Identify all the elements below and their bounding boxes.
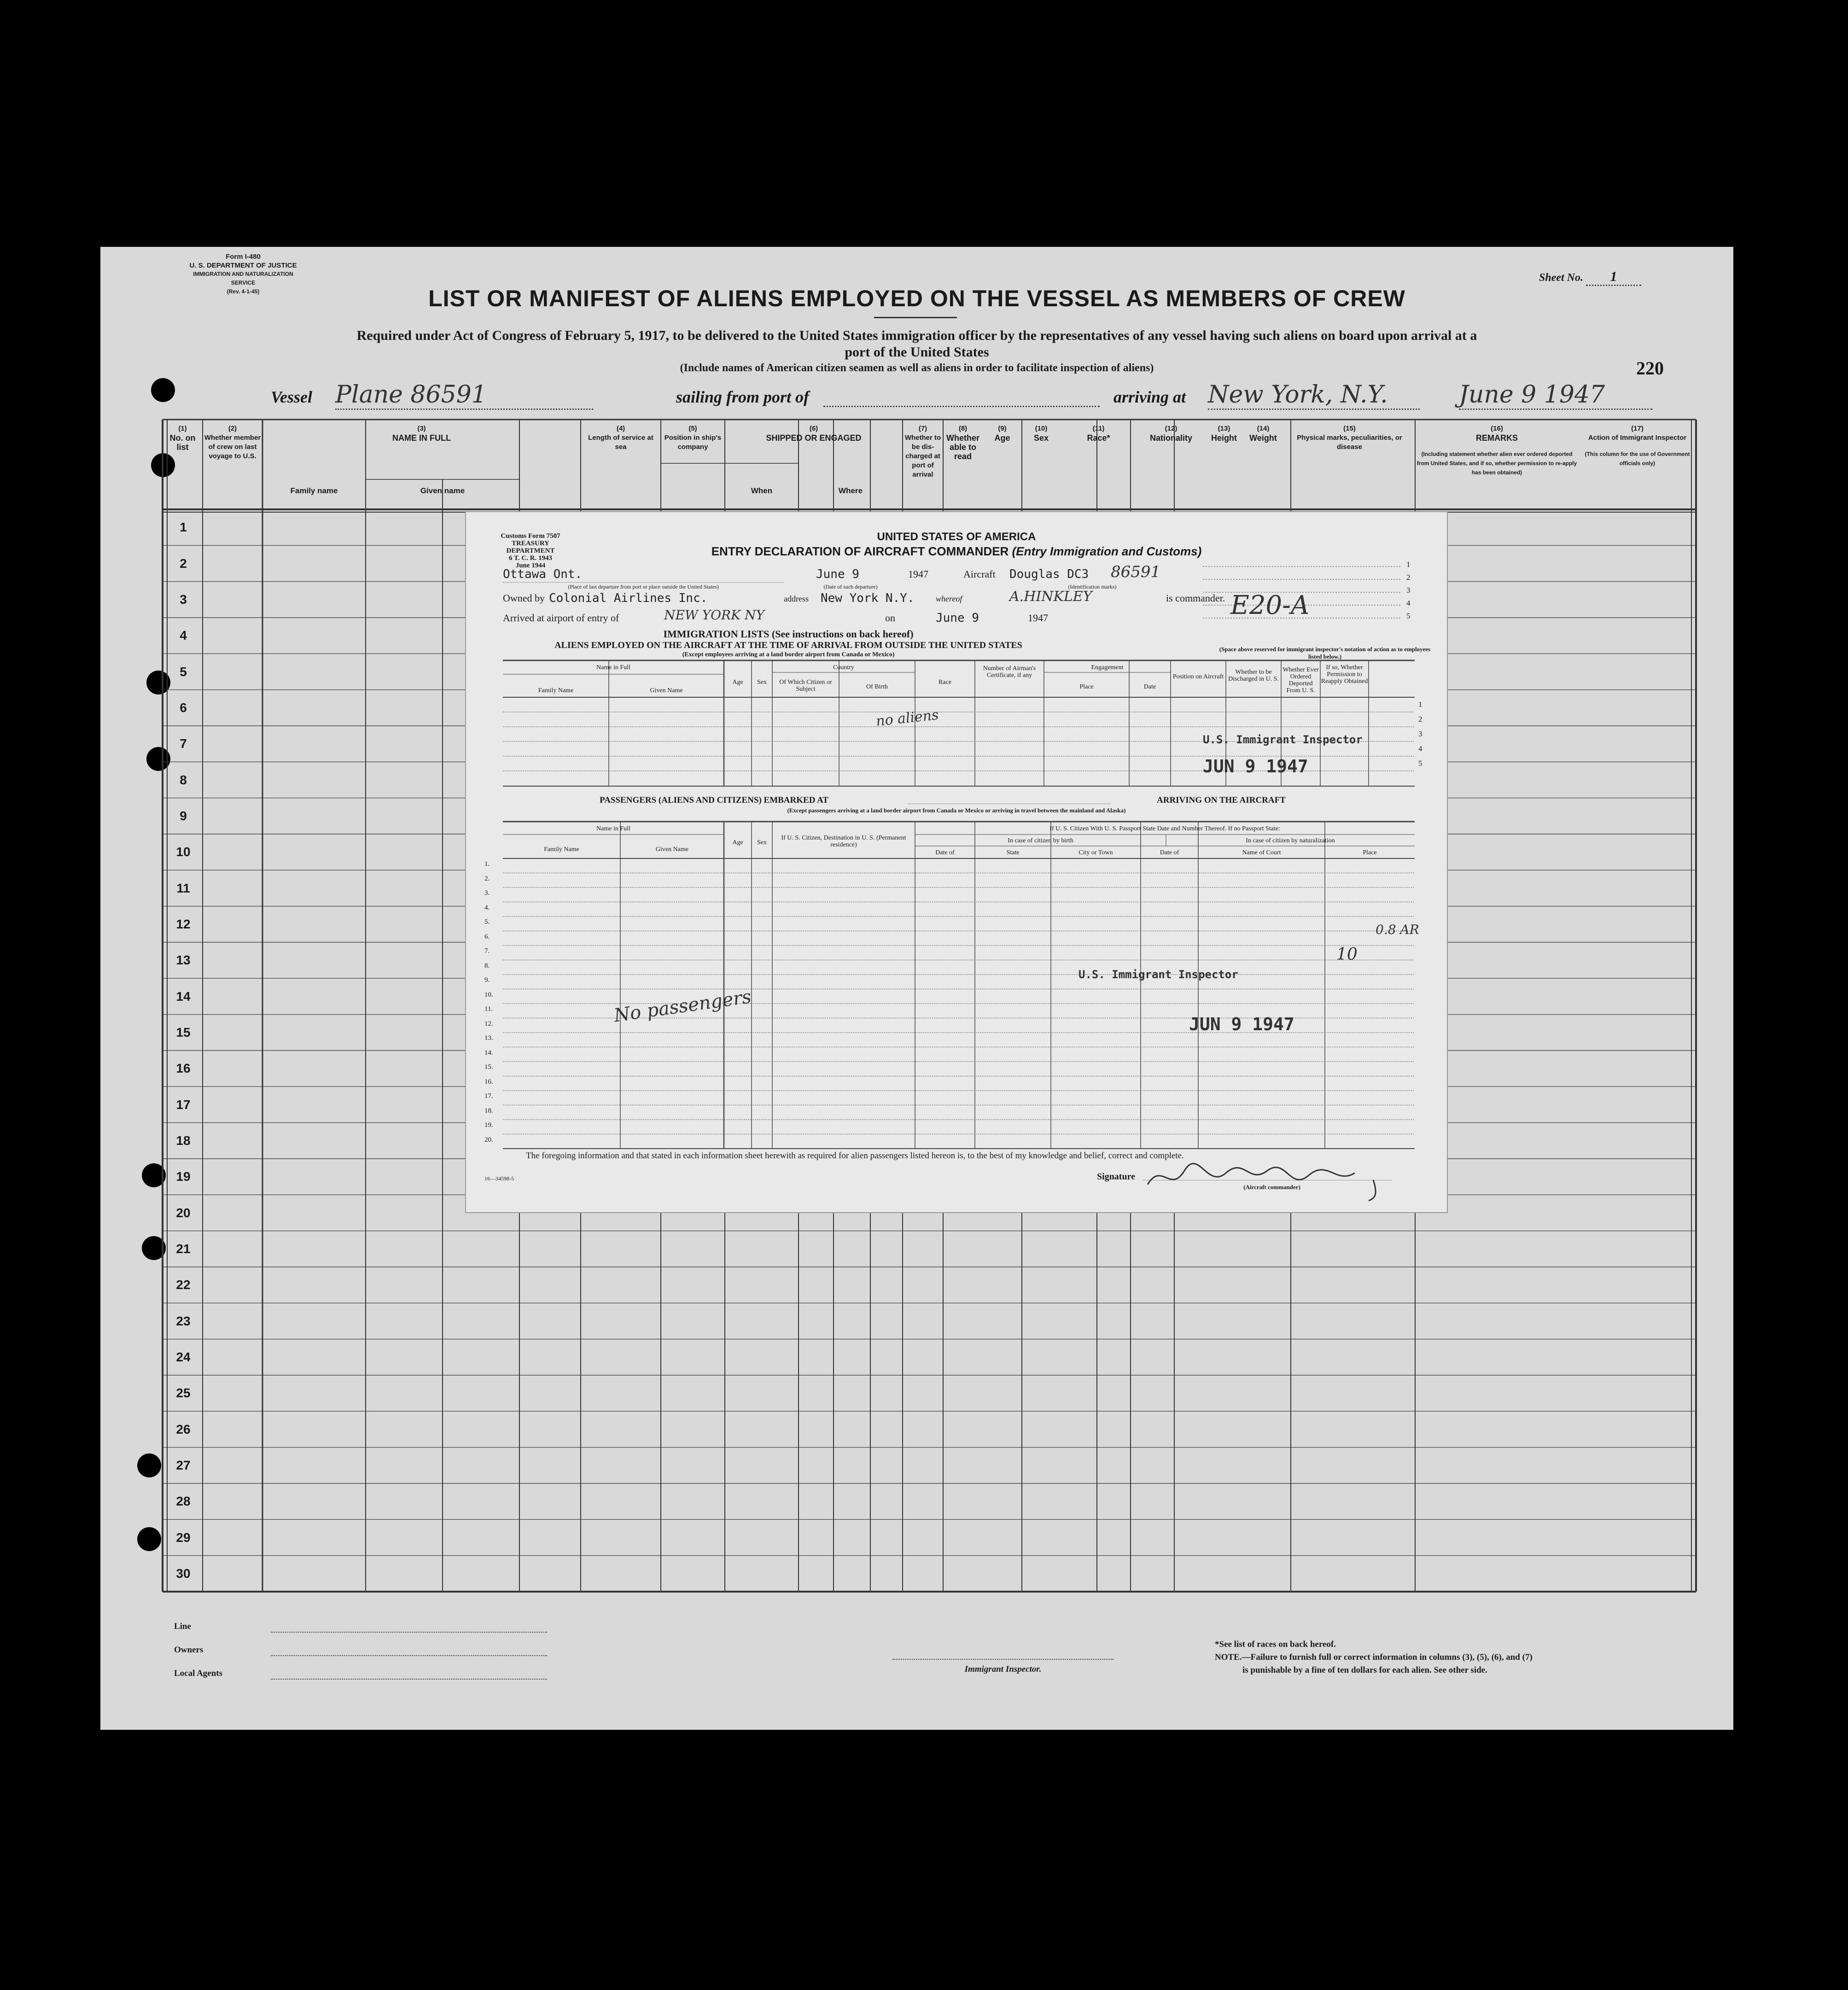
column-header: Sex	[1033, 433, 1049, 443]
insert-dept: TREASURY DEPARTMENT	[506, 540, 555, 554]
passenger-row-number: 7.	[484, 947, 490, 955]
row-number: 6	[180, 700, 187, 715]
sheet-number: 1	[1586, 269, 1641, 286]
column-header: Height	[1211, 433, 1237, 443]
stamp-2-date: JUN 9 1947	[1189, 1014, 1294, 1034]
alien-given-header: Given Name	[650, 687, 683, 694]
arriving-value: New York, N.Y.	[1208, 381, 1420, 410]
column-number: (13)	[1218, 425, 1230, 432]
pass-destination-header: If U. S. Citizen, Destination in U. S. (Permanent residence)	[781, 835, 906, 848]
row-number: 29	[176, 1530, 191, 1545]
signature-label: Signature	[1097, 1172, 1135, 1182]
owned-label: Owned by	[503, 592, 545, 604]
handwritten-note-2: 0.8 AR	[1376, 922, 1419, 937]
vessel-label: Vessel	[271, 388, 312, 406]
column-header: Race*	[1087, 433, 1110, 443]
aliens-handwritten: no aliens	[875, 706, 939, 730]
insert-line-number: 5	[1406, 612, 1411, 620]
line-label: Line	[174, 1622, 191, 1631]
column-header: Physical marks, peculiarities, or disease	[1297, 434, 1402, 451]
passenger-row-number: 9.	[484, 976, 490, 984]
insert-country: UNITED STATES OF AMERICA	[877, 531, 1036, 543]
row-number: 25	[176, 1386, 191, 1401]
alien-row-number: 2	[1418, 715, 1422, 724]
alien-cert-header: Number of Airman's Certificate, if any	[983, 665, 1036, 679]
insert-title-italic: (Entry Immigration and Customs)	[1012, 544, 1202, 558]
column-header: Whether member of crew on last voyage to U.S.	[204, 434, 261, 460]
stamp-1-date: JUN 9 1947	[1203, 756, 1308, 776]
column-number: (3)	[417, 425, 426, 432]
subheader-family-name: Family name	[290, 486, 338, 495]
column-header: Length of service at sea	[588, 434, 653, 451]
passenger-row-number: 8.	[484, 962, 490, 969]
column-number: (11)	[1092, 425, 1105, 432]
local-agents-label: Local Agents	[174, 1669, 223, 1678]
row-number: 1	[180, 520, 187, 535]
row-number: 15	[176, 1025, 191, 1039]
pass-naturalization-header: In case of citizen by naturalization	[1246, 837, 1335, 844]
alien-permission-header: If so, Whether Permission to Reapply Obtained	[1321, 664, 1368, 685]
penalty-note: NOTE.—Failure to furnish full or correct information in columns (3), (5), (6), and (7)	[1215, 1652, 1533, 1662]
passenger-row-number: 15.	[484, 1063, 493, 1071]
column-header: REMARKS	[1475, 433, 1518, 443]
pass-city-header: City or Town	[1078, 849, 1113, 856]
department: U. S. DEPARTMENT OF JUSTICE	[189, 262, 297, 269]
row-number: 2	[180, 556, 187, 571]
row-number: 17	[176, 1097, 191, 1112]
form-number: Form I-480	[226, 253, 261, 261]
row-number: 5	[180, 664, 187, 679]
column-header: Weight	[1249, 433, 1277, 443]
insert-line-number: 3	[1406, 586, 1411, 595]
alien-place-header: Place	[1079, 683, 1094, 690]
row-number: 23	[176, 1313, 191, 1328]
commander-name: A.HINKLEY	[1009, 589, 1092, 605]
form-title: LIST OR MANIFEST OF ALIENS EMPLOYED ON THE VESSEL AS MEMBERS OF CREW	[428, 286, 1405, 311]
aircraft-label: Aircraft	[963, 568, 996, 580]
alien-row-number: 5	[1418, 759, 1422, 768]
passengers-handwritten: No passengers	[612, 986, 753, 1027]
alien-row-number: 3	[1418, 729, 1422, 738]
column-number: (12)	[1165, 425, 1178, 432]
pass-sex-header: Sex	[757, 839, 767, 846]
revision: (Rev. 4-1-45)	[227, 288, 260, 295]
pass-name-header: Name in Full	[596, 825, 630, 832]
alien-engagement-header: Engagement	[1091, 664, 1124, 671]
insert-line-number: 1	[1406, 560, 1411, 569]
row-number: 12	[176, 916, 191, 931]
inspector-underline	[892, 1659, 1113, 1660]
column-number: (14)	[1257, 425, 1270, 432]
passenger-row-number: 1.	[484, 860, 490, 868]
row-number: 7	[180, 736, 187, 751]
pass-state-header: State	[1006, 849, 1020, 856]
alien-deported-header: Whether Ever Ordered Deported From U. S.	[1283, 666, 1319, 694]
reserved-note: (Space above reserved for immigrant inspector's notation of action as to employees listed below.)	[1219, 646, 1431, 660]
row-number: 26	[176, 1422, 191, 1436]
row-number: 28	[176, 1494, 191, 1509]
departure-date: June 9	[816, 567, 859, 581]
alien-citizen-header: Of Which Citizen or Subject	[779, 679, 832, 693]
agents-underline	[271, 1679, 547, 1680]
row-number: 13	[176, 953, 191, 968]
passenger-row-number: 19.	[484, 1121, 493, 1129]
on-label: on	[885, 612, 895, 624]
column-header: NAME IN FULL	[392, 433, 451, 443]
passenger-row-number: 6.	[484, 933, 490, 940]
line-underline	[271, 1632, 547, 1633]
column-number: (4)	[616, 425, 625, 432]
owners-label: Owners	[174, 1645, 204, 1655]
row-number: 4	[180, 628, 187, 643]
signature-note: (Aircraft commander)	[1243, 1184, 1300, 1190]
row-number: 16	[176, 1061, 191, 1076]
id-note: (Identification marks)	[1068, 584, 1117, 590]
passenger-row-number: 20.	[484, 1136, 493, 1144]
arriving-label: arriving at	[1113, 388, 1186, 406]
handwritten-note: 10	[1336, 945, 1358, 964]
immigration-lists-title: IMMIGRATION LISTS (See instructions on back hereof)	[663, 628, 914, 640]
row-number: 20	[176, 1205, 191, 1220]
departure-note: (Place of last departure from port or place outside the United States)	[568, 584, 719, 590]
pass-date2-header: Date of	[1160, 849, 1179, 856]
column-header: Action of Immigrant Inspector	[1588, 434, 1687, 442]
alien-row-number: 1	[1418, 700, 1422, 709]
departure-place: Ottawa Ont.	[503, 567, 583, 581]
sheet-label: Sheet No.	[1539, 272, 1583, 284]
passengers-title-b: ARRIVING ON THE AIRCRAFT	[1157, 795, 1286, 805]
row-number: 14	[176, 989, 191, 1004]
arrival-date: June 9 1947	[1459, 381, 1652, 410]
column-number: (1)	[178, 425, 187, 432]
pass-place-header: Place	[1363, 849, 1377, 856]
pass-given-header: Given Name	[655, 846, 689, 853]
column-note: (This column for the use of Government officials only)	[1585, 451, 1690, 467]
alien-family-header: Family Name	[538, 687, 574, 694]
footer-line	[174, 1622, 191, 1632]
alien-name-header: Name in Full	[596, 664, 630, 671]
inspector-mark: E20-A	[1230, 590, 1310, 620]
alien-country-header: Country	[833, 664, 854, 671]
insert-grid	[466, 512, 1447, 1212]
arrival-date-typed: June 9	[936, 611, 979, 625]
row-number: 22	[176, 1278, 191, 1292]
requirement-line-1: Required under Act of Congress of February 5, 1917, to be delivered to the United States immigration officer by the representatives of any vessel having such aliens on board upon arrival at a	[356, 328, 1477, 343]
row-number: 27	[176, 1458, 191, 1472]
alien-position-header: Position on Aircraft	[1172, 673, 1224, 680]
column-number: (10)	[1035, 425, 1048, 432]
date-note: (Date of such departure)	[823, 584, 878, 590]
column-number: (6)	[809, 425, 818, 432]
row-number: 18	[176, 1133, 191, 1148]
passenger-row-number: 2.	[484, 875, 490, 882]
insert-line-number: 4	[1406, 599, 1411, 607]
subheader-where: Where	[839, 486, 863, 495]
insert-title-plain: ENTRY DECLARATION OF AIRCRAFT COMMANDER	[711, 544, 1009, 558]
column-number: (9)	[998, 425, 1007, 432]
service: IMMIGRATION AND NATURALIZATION SERVICE	[193, 271, 293, 286]
aliens-note: (Except employees arriving at a land border airport from Canada or Mexico)	[682, 651, 895, 658]
insert-cfr: 6 T. C. R. 1943	[508, 554, 553, 562]
column-number: (5)	[688, 425, 697, 432]
column-number: (7)	[918, 425, 927, 432]
alien-age-header: Age	[732, 679, 743, 686]
passenger-row-number: 17.	[484, 1092, 493, 1100]
passenger-row-number: 4.	[484, 904, 490, 911]
passenger-row-number: 12.	[484, 1020, 493, 1027]
customs-form-7507-insert	[465, 511, 1448, 1213]
inspector-stamp-1: U.S. Immigrant Inspector	[1203, 733, 1363, 746]
passenger-row-number: 14.	[484, 1049, 493, 1056]
address-label: address	[784, 594, 809, 603]
address-value: New York N.Y.	[821, 591, 915, 605]
vessel-value: Plane 86591	[335, 381, 593, 410]
alien-row-number: 4	[1418, 744, 1422, 753]
row-number: 10	[176, 845, 191, 859]
departure-year: 1947	[908, 568, 928, 580]
passenger-row-number: 11.	[484, 1005, 493, 1013]
pass-court-header: Name of Court	[1242, 849, 1281, 856]
arrival-year: 1947	[1028, 612, 1048, 624]
insert-form-date: June 1944	[515, 562, 546, 569]
column-header: Nationality	[1149, 433, 1192, 443]
passenger-row-number: 16.	[484, 1078, 493, 1085]
passenger-row-number: 10.	[484, 991, 493, 998]
alien-sex-header: Sex	[757, 679, 767, 686]
column-header: Whether to be dis-charged at port of arrival	[904, 434, 941, 479]
pass-date-header: Date of	[935, 849, 955, 856]
include-note: (Include names of American citizen seamen as well as aliens in order to facilitate inspection of aliens)	[680, 362, 1154, 374]
owner-value: Colonial Airlines Inc.	[549, 591, 708, 605]
column-note: (Including statement whether alien ever ordered deported from United States, and if so, whether permission to re-apply has been obtained)	[1417, 451, 1577, 476]
pass-birth-header: In case of citizen by birth	[1008, 837, 1073, 844]
passenger-row-number: 5.	[484, 918, 490, 926]
print-number: 16—34598-5	[484, 1175, 514, 1182]
pass-passport-header: If U. S. Citizen With U. S. Passport State Date and Number Thereof. If no Passport State:	[1049, 825, 1280, 832]
aliens-title: ALIENS EMPLOYED ON THE AIRCRAFT AT THE TIME OF ARRIVAL FROM OUTSIDE THE UNITED STATES	[554, 640, 1022, 650]
aircraft-type: Douglas DC3	[1009, 567, 1089, 581]
column-number: (2)	[228, 425, 237, 432]
column-header: Position in ship's company	[664, 434, 722, 451]
column-header: Age	[994, 433, 1010, 443]
arrived-value: NEW YORK NY	[664, 607, 764, 623]
column-number: (8)	[958, 425, 968, 432]
row-number: 11	[176, 881, 190, 895]
immigrant-inspector-label: Immigrant Inspector.	[964, 1664, 1042, 1674]
column-header: Whether able to read	[946, 433, 979, 461]
certification-text: The foregoing information and that stated in each information sheet herewith as required for alien passengers listed hereon is, to the best of my knowledge and belief, correct and complete.	[526, 1151, 1184, 1161]
column-number: (16)	[1491, 425, 1503, 432]
column-number: (17)	[1631, 425, 1644, 432]
column-header: SHIPPED OR ENGAGED	[766, 433, 862, 443]
alien-race-header: Race	[939, 679, 951, 686]
arrived-label: Arrived at airport of entry of	[503, 612, 619, 624]
column-header: No. on list	[169, 433, 196, 452]
whereof-label: whereof	[936, 594, 962, 603]
alien-date-header: Date	[1143, 683, 1156, 690]
inspector-stamp-2: U.S. Immigrant Inspector	[1078, 968, 1238, 981]
subheader-given-name: Given name	[420, 486, 465, 495]
aircraft-id: 86591	[1111, 563, 1161, 581]
races-note: *See list of races on back hereof.	[1215, 1640, 1336, 1649]
subheader-when: When	[751, 486, 773, 495]
pass-age-header: Age	[732, 839, 743, 846]
pass-family-header: Family Name	[544, 846, 579, 853]
penalty-note-2: is punishable by a fine of ten dollars for each alien. See other side.	[1242, 1665, 1487, 1675]
row-number: 19	[176, 1169, 191, 1184]
insert-form-number: Customs Form 7507	[501, 532, 560, 540]
commander-signature	[1143, 1152, 1401, 1203]
frame-number: 220	[1636, 358, 1664, 379]
requirement-line-2: port of the United States	[845, 344, 989, 360]
row-number: 8	[180, 772, 187, 787]
passengers-note: (Except passengers arriving at a land border airport from Canada or Mexico or arriving in travel between the mainland and Alaska)	[787, 807, 1126, 814]
insert-line-number: 2	[1406, 573, 1411, 582]
row-number: 30	[176, 1566, 191, 1581]
row-number: 9	[180, 808, 187, 823]
passenger-row-number: 18.	[484, 1107, 493, 1115]
alien-discharged-header: Whether to be Discharged in U. S.	[1228, 669, 1279, 683]
owners-underline	[271, 1655, 547, 1656]
is-commander-label: is commander.	[1166, 592, 1225, 604]
row-number: 3	[180, 592, 187, 607]
passengers-title-a: PASSENGERS (ALIENS AND CITIZENS) EMBARKED AT	[600, 795, 829, 805]
row-number: 24	[176, 1349, 191, 1364]
passenger-row-number: 3.	[484, 889, 490, 897]
column-number: (15)	[1343, 425, 1356, 432]
alien-birth-header: Of Birth	[866, 683, 888, 690]
row-number: 21	[176, 1241, 191, 1256]
sailing-label: sailing from port of	[676, 388, 810, 406]
passenger-row-number: 13.	[484, 1034, 493, 1042]
